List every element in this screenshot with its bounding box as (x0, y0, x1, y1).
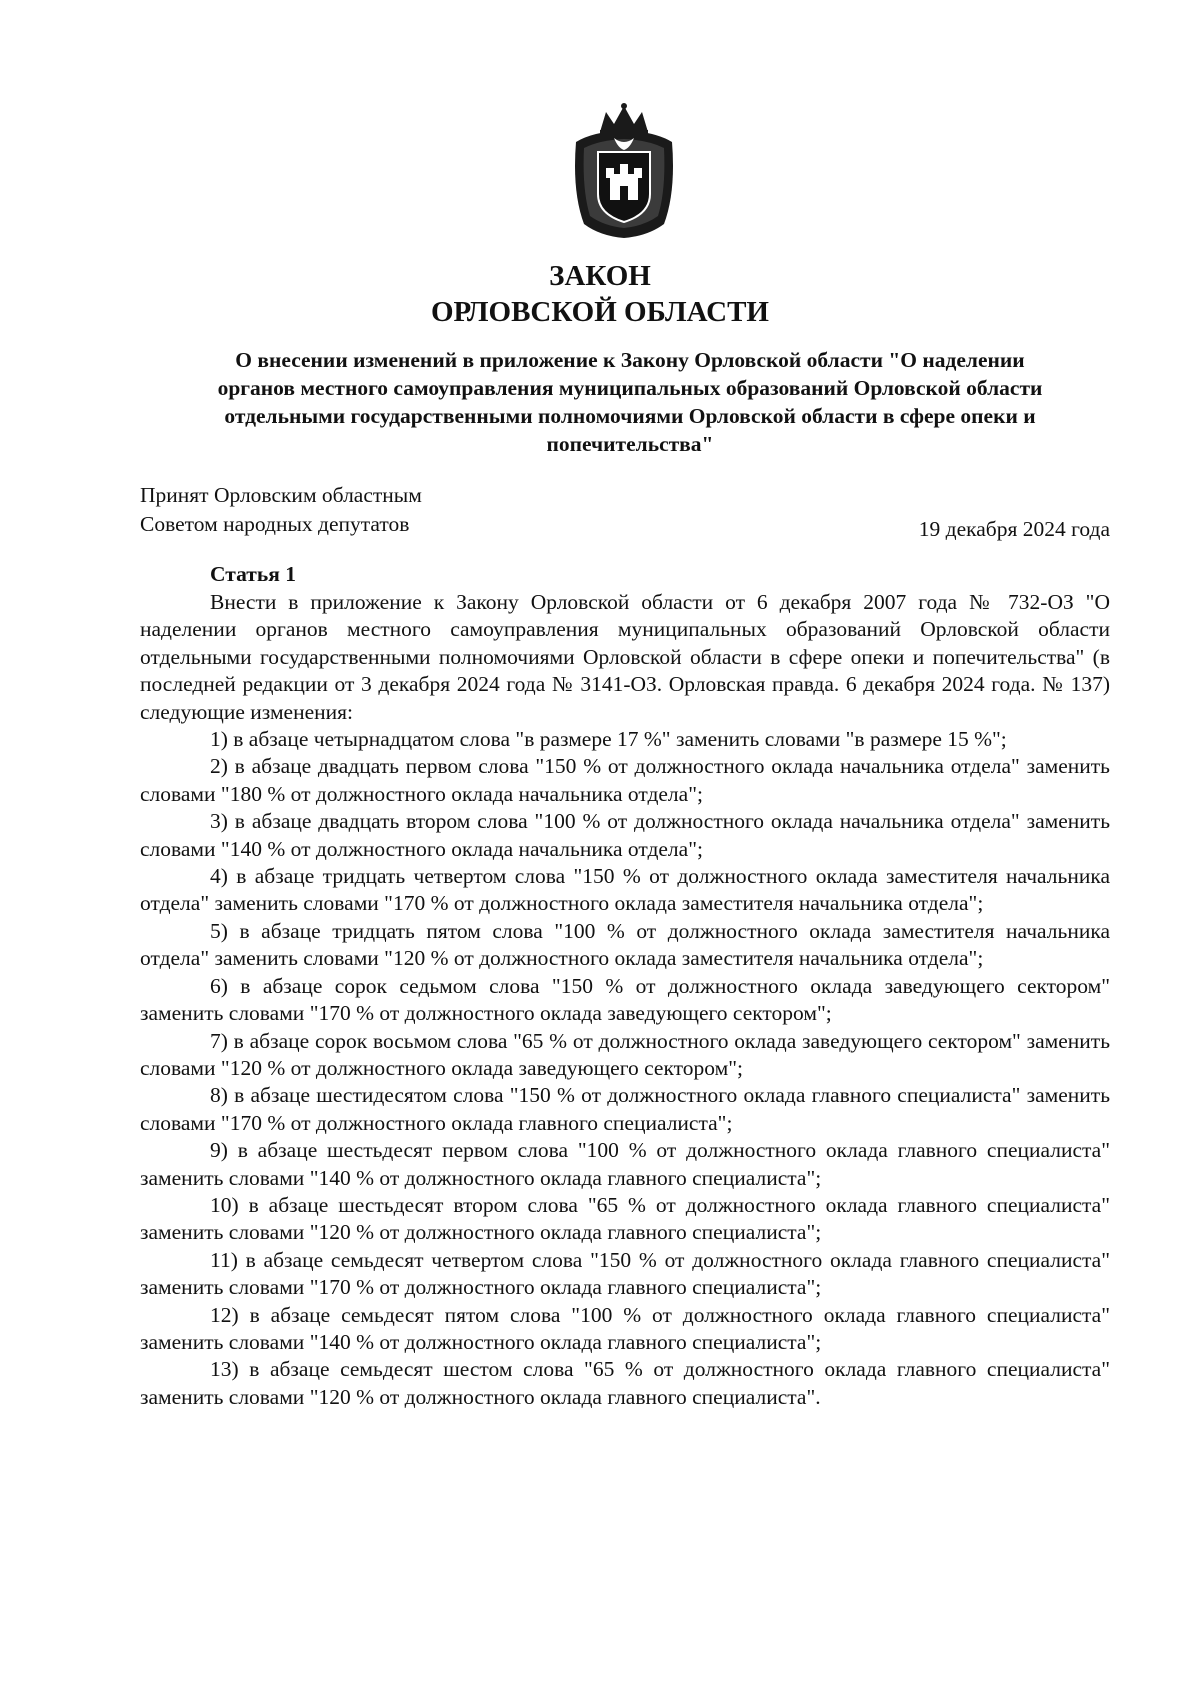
adoption-date: 19 декабря 2024 года (918, 517, 1110, 541)
subtitle-line: О внесении изменений в приложение к Закону Орловской области "О наделении (235, 348, 1025, 372)
subtitle-line: отдельными государственными полномочиями Орловской области в сфере опеки и (224, 404, 1036, 428)
list-item: 3) в абзаце двадцать втором слова "100 % от должностного оклада начальника отдела" заменить словами "140 % от должностного оклада начальника отдела"; (140, 809, 1110, 861)
list-item: 6) в абзаце сорок седьмом слова "150 % от должностного оклада заведующего сектором" заменить словами "170 % от должностного оклада заведующего сектором"; (140, 973, 1110, 1026)
law-title: ЗАКОН (549, 260, 651, 292)
list-item: 11) в абзаце семьдесят четвертом слова "150 % от должностного оклада главного специалиста" заменить словами "170 % от должностного оклада главного специалиста"; (140, 1247, 1110, 1300)
list-item: 1) в абзаце четырнадцатом слова "в размере 17 %" заменить словами "в размере 15 %"; (210, 727, 1007, 752)
adoption-block (140, 481, 422, 539)
list-item: 5) в абзаце тридцать пятом слова "100 % от должностного оклада заместителя начальника отдела" заменить словами "120 % от должностного оклада заместителя начальника отдела"; (140, 918, 1110, 971)
list-item: 12) в абзаце семьдесят пятом слова "100 % от должностного оклада главного специалиста" заменить словами "140 % от должностного оклада главного специалиста"; (140, 1302, 1110, 1354)
law-subtitle (140, 346, 1120, 458)
article-body (140, 589, 1110, 1411)
article-intro: Внести в приложение к Закону Орловской области от 6 декабря 2007 года № 732-ОЗ "О наделении органов местного самоуправления муниципальных образований Орловской области отдельными государственными полномочиями Орловской области в сфере опеки и попечительства" (в последней редакции от 3 декабря 2024 года № 3141-ОЗ. Орловская правда. 6 декабря 2024 года. № 137) следующие изменения: (140, 590, 1110, 724)
subtitle-line: органов местного самоуправления муниципальных образований Орловской области (217, 376, 1043, 400)
list-item: 4) в абзаце тридцать четвертом слова "150 % от должностного оклада заместителя начальника отдела" заменить словами "170 % от должностного оклада заместителя начальника отдела"; (140, 864, 1110, 916)
adoption-line: Принят Орловским областным (140, 483, 422, 507)
adoption-line: Советом народных депутатов (140, 512, 410, 536)
list-item: 10) в абзаце шестьдесят втором слова "65 % от должностного оклада главного специалиста" заменить словами "120 % от должностного оклада главного специалиста"; (140, 1192, 1110, 1245)
coat-of-arms-icon (570, 102, 678, 240)
list-item: 8) в абзаце шестидесятом слова "150 % от должностного оклада главного специалиста" заменить словами "170 % от должностного оклада главного специалиста"; (140, 1083, 1110, 1135)
list-item: 13) в абзаце семьдесят шестом слова "65 % от должностного оклада главного специалиста" заменить словами "120 % от должностного оклада главного специалиста". (140, 1357, 1110, 1409)
list-item: 7) в абзаце сорок восьмом слова "65 % от должностного оклада заведующего сектором" заменить словами "120 % от должностного оклада заведующего сектором"; (140, 1028, 1110, 1080)
subtitle-line: попечительства" (546, 432, 714, 456)
list-item: 2) в абзаце двадцать первом слова "150 % от должностного оклада начальника отдела" заменить словами "180 % от должностного оклада начальника отдела"; (140, 754, 1110, 806)
list-item: 9) в абзаце шестьдесят первом слова "100 % от должностного оклада главного специалиста" заменить словами "140 % от должностного оклада главного специалиста"; (140, 1138, 1110, 1190)
region-title: ОРЛОВСКОЙ ОБЛАСТИ (430, 296, 769, 328)
article-title: Статья 1 (210, 562, 296, 586)
